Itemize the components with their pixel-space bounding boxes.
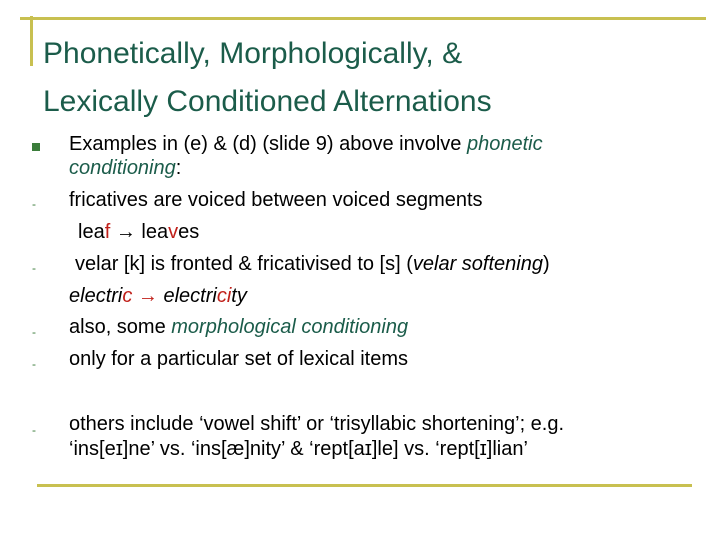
bottom-rule xyxy=(37,484,692,487)
dash-bullet-icon: - xyxy=(32,325,36,339)
bullet-3: velar [k] is fronted & fricativised to [s] (velar softening) xyxy=(75,253,550,275)
title-line-1: Phonetically, Morphologically, & xyxy=(43,37,463,70)
dash-bullet-icon: - xyxy=(32,423,36,437)
example-leaf-leaves: leaf → leaves xyxy=(78,221,200,243)
dash-bullet-icon: - xyxy=(32,357,36,371)
arrow-right-icon: → xyxy=(137,285,158,307)
title-line-2: Lexically Conditioned Alternations xyxy=(43,85,492,118)
bullet-5: only for a particular set of lexical items xyxy=(69,348,409,370)
example-electric-electricity: electric → electricity xyxy=(69,285,247,307)
dash-bullet-icon: - xyxy=(32,261,36,275)
bullet-2: fricatives are voiced between voiced segments xyxy=(69,189,483,211)
bullet-1-line-1: Examples in (e) & (d) (slide 9) above involve phonetic xyxy=(69,133,543,155)
arrow-right-icon: → xyxy=(115,221,136,243)
square-bullet-icon xyxy=(32,143,40,151)
bullet-6-line-2: ‘ins[eɪ]ne’ vs. ‘ins[æ]nity’ & ‘rept[aɪ]le] vs. ‘rept[ɪ]lian’ xyxy=(69,438,528,460)
dash-bullet-icon: - xyxy=(32,197,36,211)
bullet-6-line-1: others include ‘vowel shift’ or ‘trisyllabic shortening’; e.g. xyxy=(69,413,565,435)
bullet-1-line-2: conditioning: xyxy=(69,157,182,179)
bullet-4: also, some morphological conditioning xyxy=(69,316,409,338)
